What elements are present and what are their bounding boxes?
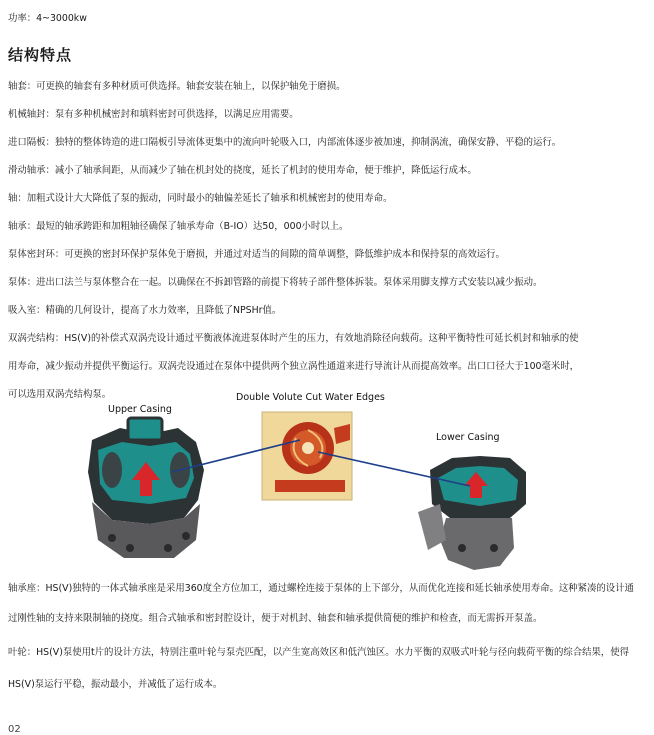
upper-casing-illustration: [88, 418, 204, 558]
lower-casing-label: Lower Casing: [436, 432, 500, 443]
paragraph-bearing-housing-2: 过刚性轴的支持来限制轴的挠度。组合式轴承和密封腔设计，便于对机封、轴套和轴承提供简便的维护和检查，而无需拆开泵盖。: [8, 613, 543, 624]
paragraph-double-volute-3: 可以选用双涡壳结构泵。: [8, 389, 112, 400]
paragraph-suction-chamber: 吸入室：精确的几何设计，提高了水力效率，且降低了NPSHr值。: [8, 305, 282, 316]
paragraph-inlet-partition: 进口隔板：独特的整体铸造的进口隔板引导流体更集中的流向叶轮吸入口，内部流体逐步被加速，抑制涡流，确保安静、平稳的运行。: [8, 137, 562, 148]
paragraph-wear-ring: 泵体密封环：可更换的密封环保护泵体免于磨损，并通过对适当的间隙的简单调整，降低维护成本和保持泵的高效运行。: [8, 249, 505, 260]
casing-figure: [0, 400, 654, 575]
section-heading: 结构特点: [8, 46, 73, 64]
paragraph-shaft-sleeve: 轴套：可更换的轴套有多种材质可供选择。轴套安装在轴上，以保护轴免于磨损。: [8, 81, 346, 92]
paragraph-double-volute-2: 用寿命，减少振动并提供平衡运行。双涡壳设通过在泵体中提供两个独立涡性通道来进行导流计从而提高效率。出口口径大于100毫米时，: [8, 361, 580, 372]
paragraph-double-volute-1: 双涡壳结构：HS(V)的补偿式双涡壳设计通过平衡液体流进泵体时产生的压力，有效地消除径向载荷。这种平衡特性可延长机封和轴承的使: [8, 333, 579, 344]
paragraph-sliding-bearing: 滑动轴承：减小了轴承间距，从而减少了轴在机封处的挠度，延长了机封的使用寿命，便于维护，降低运行成本。: [8, 165, 477, 176]
paragraph-impeller-1: 叶轮：HS(V)泵使用t片的设计方法，特别注重叶轮与泵壳匹配，以产生宽高效区和低汽蚀区。水力平衡的双吸式叶轮与径向载荷平衡的综合结果，使得: [8, 647, 630, 658]
power-spec: 功率：4~3000kw: [8, 13, 87, 24]
paragraph-shaft: 轴：加粗式设计大大降低了泵的振动，同时最小的轴偏差延长了轴承和机械密封的使用寿命。: [8, 193, 393, 204]
paragraph-mechanical-seal: 机械轴封：泵有多种机械密封和填料密封可供选择，以满足应用需要。: [8, 109, 299, 120]
lower-casing-illustration: [418, 456, 526, 570]
paragraph-pump-body: 泵体：进出口法兰与泵体整合在一起。以确保在不拆卸管路的前提下将转子部件整体拆装。泵体采用脚支撑方式安装以减少振动。: [8, 277, 543, 288]
paragraph-bearing: 轴承：最短的轴承跨距和加粗轴径确保了轴承寿命（B-IO）达50，000小时以上。: [8, 221, 349, 232]
paragraph-impeller-2: HS(V)泵运行平稳，振动最小，并减低了运行成本。: [8, 679, 223, 690]
double-volute-label: Double Volute Cut Water Edges: [236, 392, 385, 403]
page-number: 02: [8, 724, 21, 735]
paragraph-bearing-housing-1: 轴承座：HS(V)独特的一体式轴承座是采用360度全方位加工，通过螺栓连接于泵体的上下部分，从而优化连接和延长轴承使用寿命。这种紧凑的设计通: [8, 583, 634, 594]
upper-casing-label: Upper Casing: [108, 404, 172, 415]
